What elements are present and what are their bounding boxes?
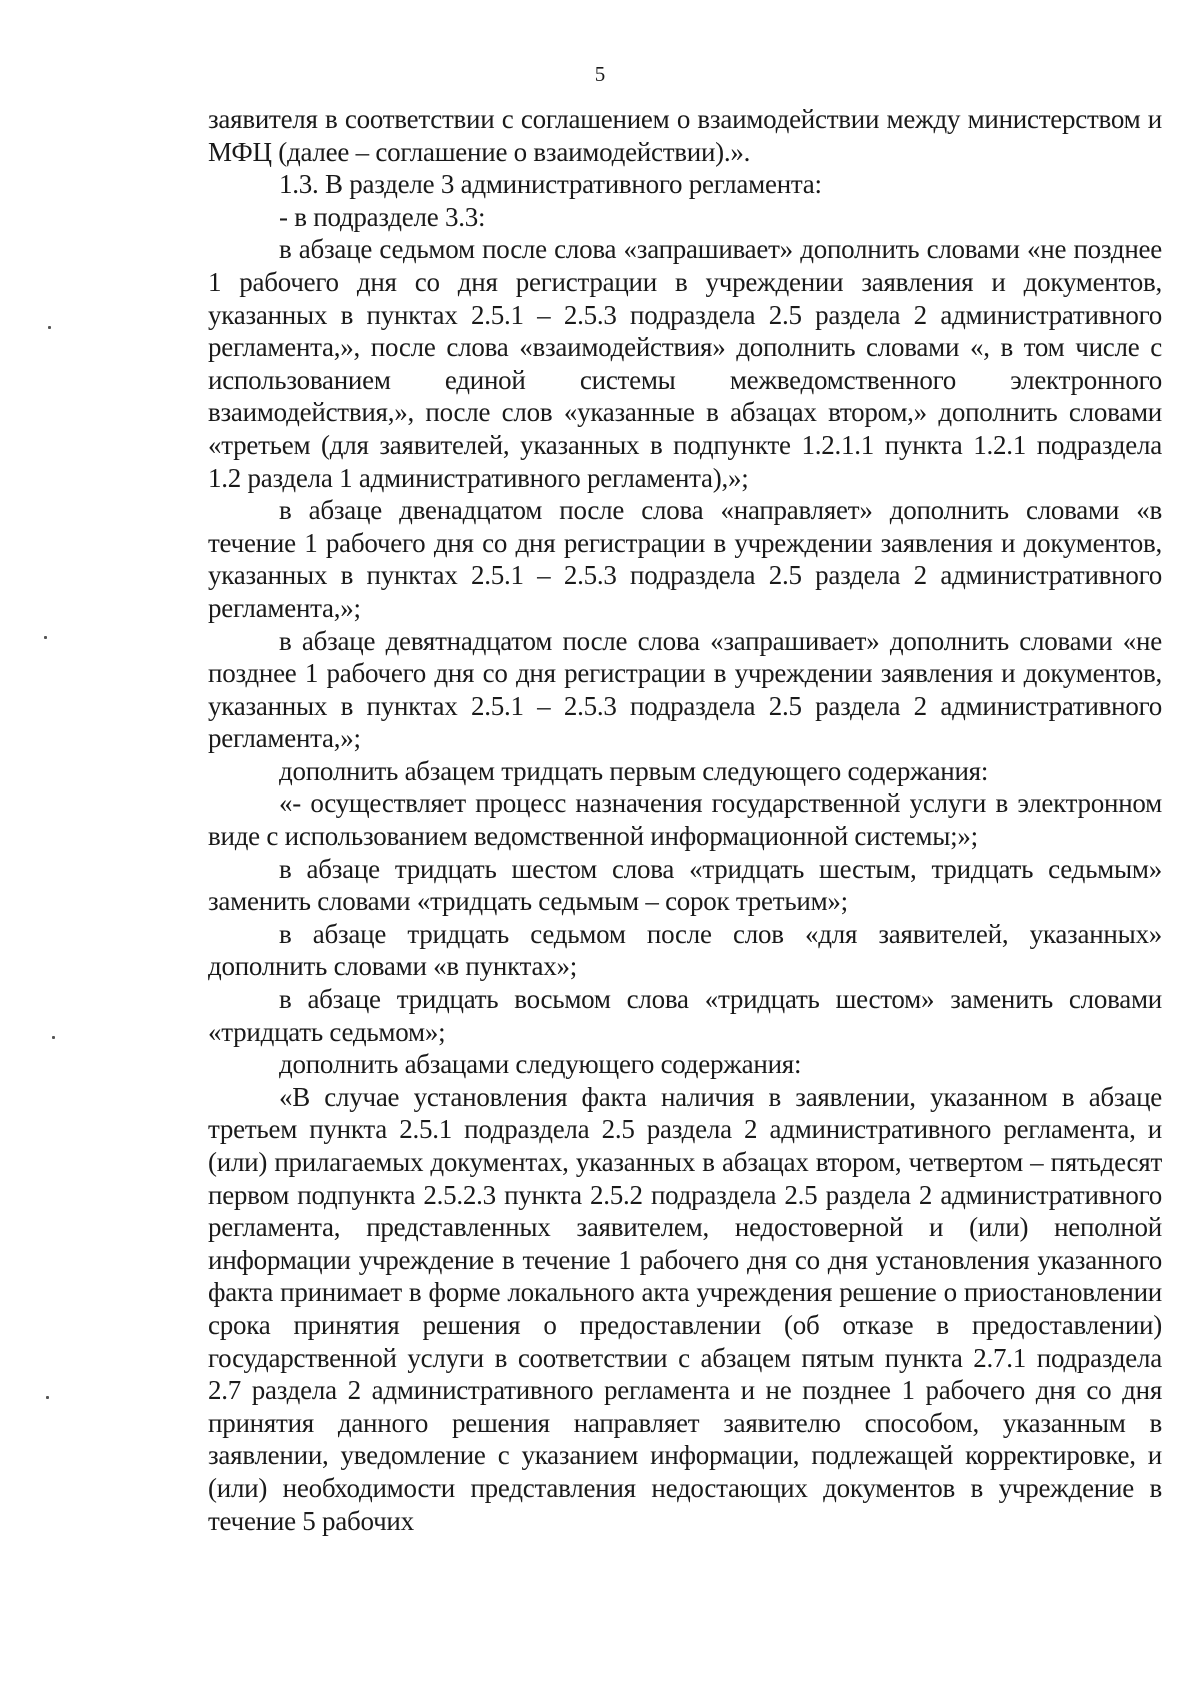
paragraph-amendment: дополнить абзацами следующего содержания: xyxy=(279,1049,802,1080)
scan-speck xyxy=(44,636,47,639)
scan-speck xyxy=(46,1396,49,1399)
paragraph-quoted-text: «В случае установления факта наличия в заявлении, указанном в абзаце третьем пункта 2.5.1 подраздела 2.5 раздела 2 административного регламента, и (или) прилагаемых документах, указанных в абзацах втором, четвертом – пятьдесят первом подпункта 2.5.2.3 пункта 2.5.2 подраздела 2.5 раздела 2 административного регламента, представленных заявителем, недостоверной и (или) неполной информации учреждение в течение 1 рабочего дня со дня установления указанного факта принимает в форме локального акта учреждения решение о приостановлении срока принятия решения о предоставлении (об отказе в предоставлении) государственной услуги в соответствии с абзацем пятым пункта 2.7.1 подраздела 2.7 раздела 2 административного регламента и не позднее 1 рабочего дня со дня принятия данного решения направляет заявителю способом, указанным в заявлении, уведомление с указанием информации, подлежащей корректировке, и (или) необходимости представления недостающих документов в учреждение в течение 5 рабочих xyxy=(208,1081,1162,1536)
paragraph-amendment: в абзаце тридцать седьмом после слов «для заявителей, указанных» дополнить словами «в пунктах»; xyxy=(208,918,1162,982)
paragraph-amendment: в абзаце седьмом после слова «запрашивает» дополнить словами «не позднее 1 рабочего дня со дня регистрации в учреждении заявления и документов, указанных в пунктах 2.5.1 – 2.5.3 подраздела 2.5 раздела 2 административного регламента,», после слова «взаимодействия» дополнить словами «, в том числе с использованием единой системы межведомственного электронного взаимодействия,», после слов «указанные в абзацах втором,» дополнить словами «третьем (для заявителей, указанных в подпункте 1.2.1.1 пункта 1.2.1 подраздела 1.2 раздела 1 административного регламента),»; xyxy=(208,234,1162,493)
scan-speck xyxy=(52,1036,55,1039)
paragraph-continuation: заявителя в соответствии с соглашением о взаимодействии между министерством и МФЦ (далее – соглашение о взаимодействии).». xyxy=(208,104,1162,167)
paragraph-amendment: в абзаце девятнадцатом после слова «запрашивает» дополнить словами «не позднее 1 рабочего дня со дня регистрации в учреждении заявления и документов, указанных в пунктах 2.5.1 – 2.5.3 подраздела 2.5 раздела 2 административного регламента,»; xyxy=(208,625,1162,754)
paragraph-amendment: дополнить абзацем тридцать первым следующего содержания: xyxy=(279,755,989,786)
paragraph-amendment: в абзаце тридцать восьмом слова «тридцать шестом» заменить словами «тридцать седьмом»; xyxy=(208,984,1162,1047)
paragraph-amendment: в абзаце двенадцатом после слова «направляет» дополнить словами «в течение 1 рабочего дня со дня регистрации в учреждении заявления и документов, указанных в пунктах 2.5.1 – 2.5.3 подраздела 2.5 раздела 2 административного регламента,»; xyxy=(208,495,1162,623)
paragraph-section-heading: 1.3. В разделе 3 административного регламента: xyxy=(279,169,822,200)
paragraph-subsection: - в подразделе 3.3: xyxy=(279,201,486,232)
document-body xyxy=(208,103,1162,1537)
paragraph-amendment: в абзаце тридцать шестом слова «тридцать шестым, тридцать седьмым» заменить словами «тридцать седьмым – сорок третьим»; xyxy=(208,853,1162,917)
page-number: 5 xyxy=(594,62,606,86)
paragraph-quoted-text: «- осуществляет процесс назначения государственной услуги в электронном виде с использованием ведомственной информационной системы;»; xyxy=(208,788,1162,852)
scan-speck xyxy=(48,326,51,329)
